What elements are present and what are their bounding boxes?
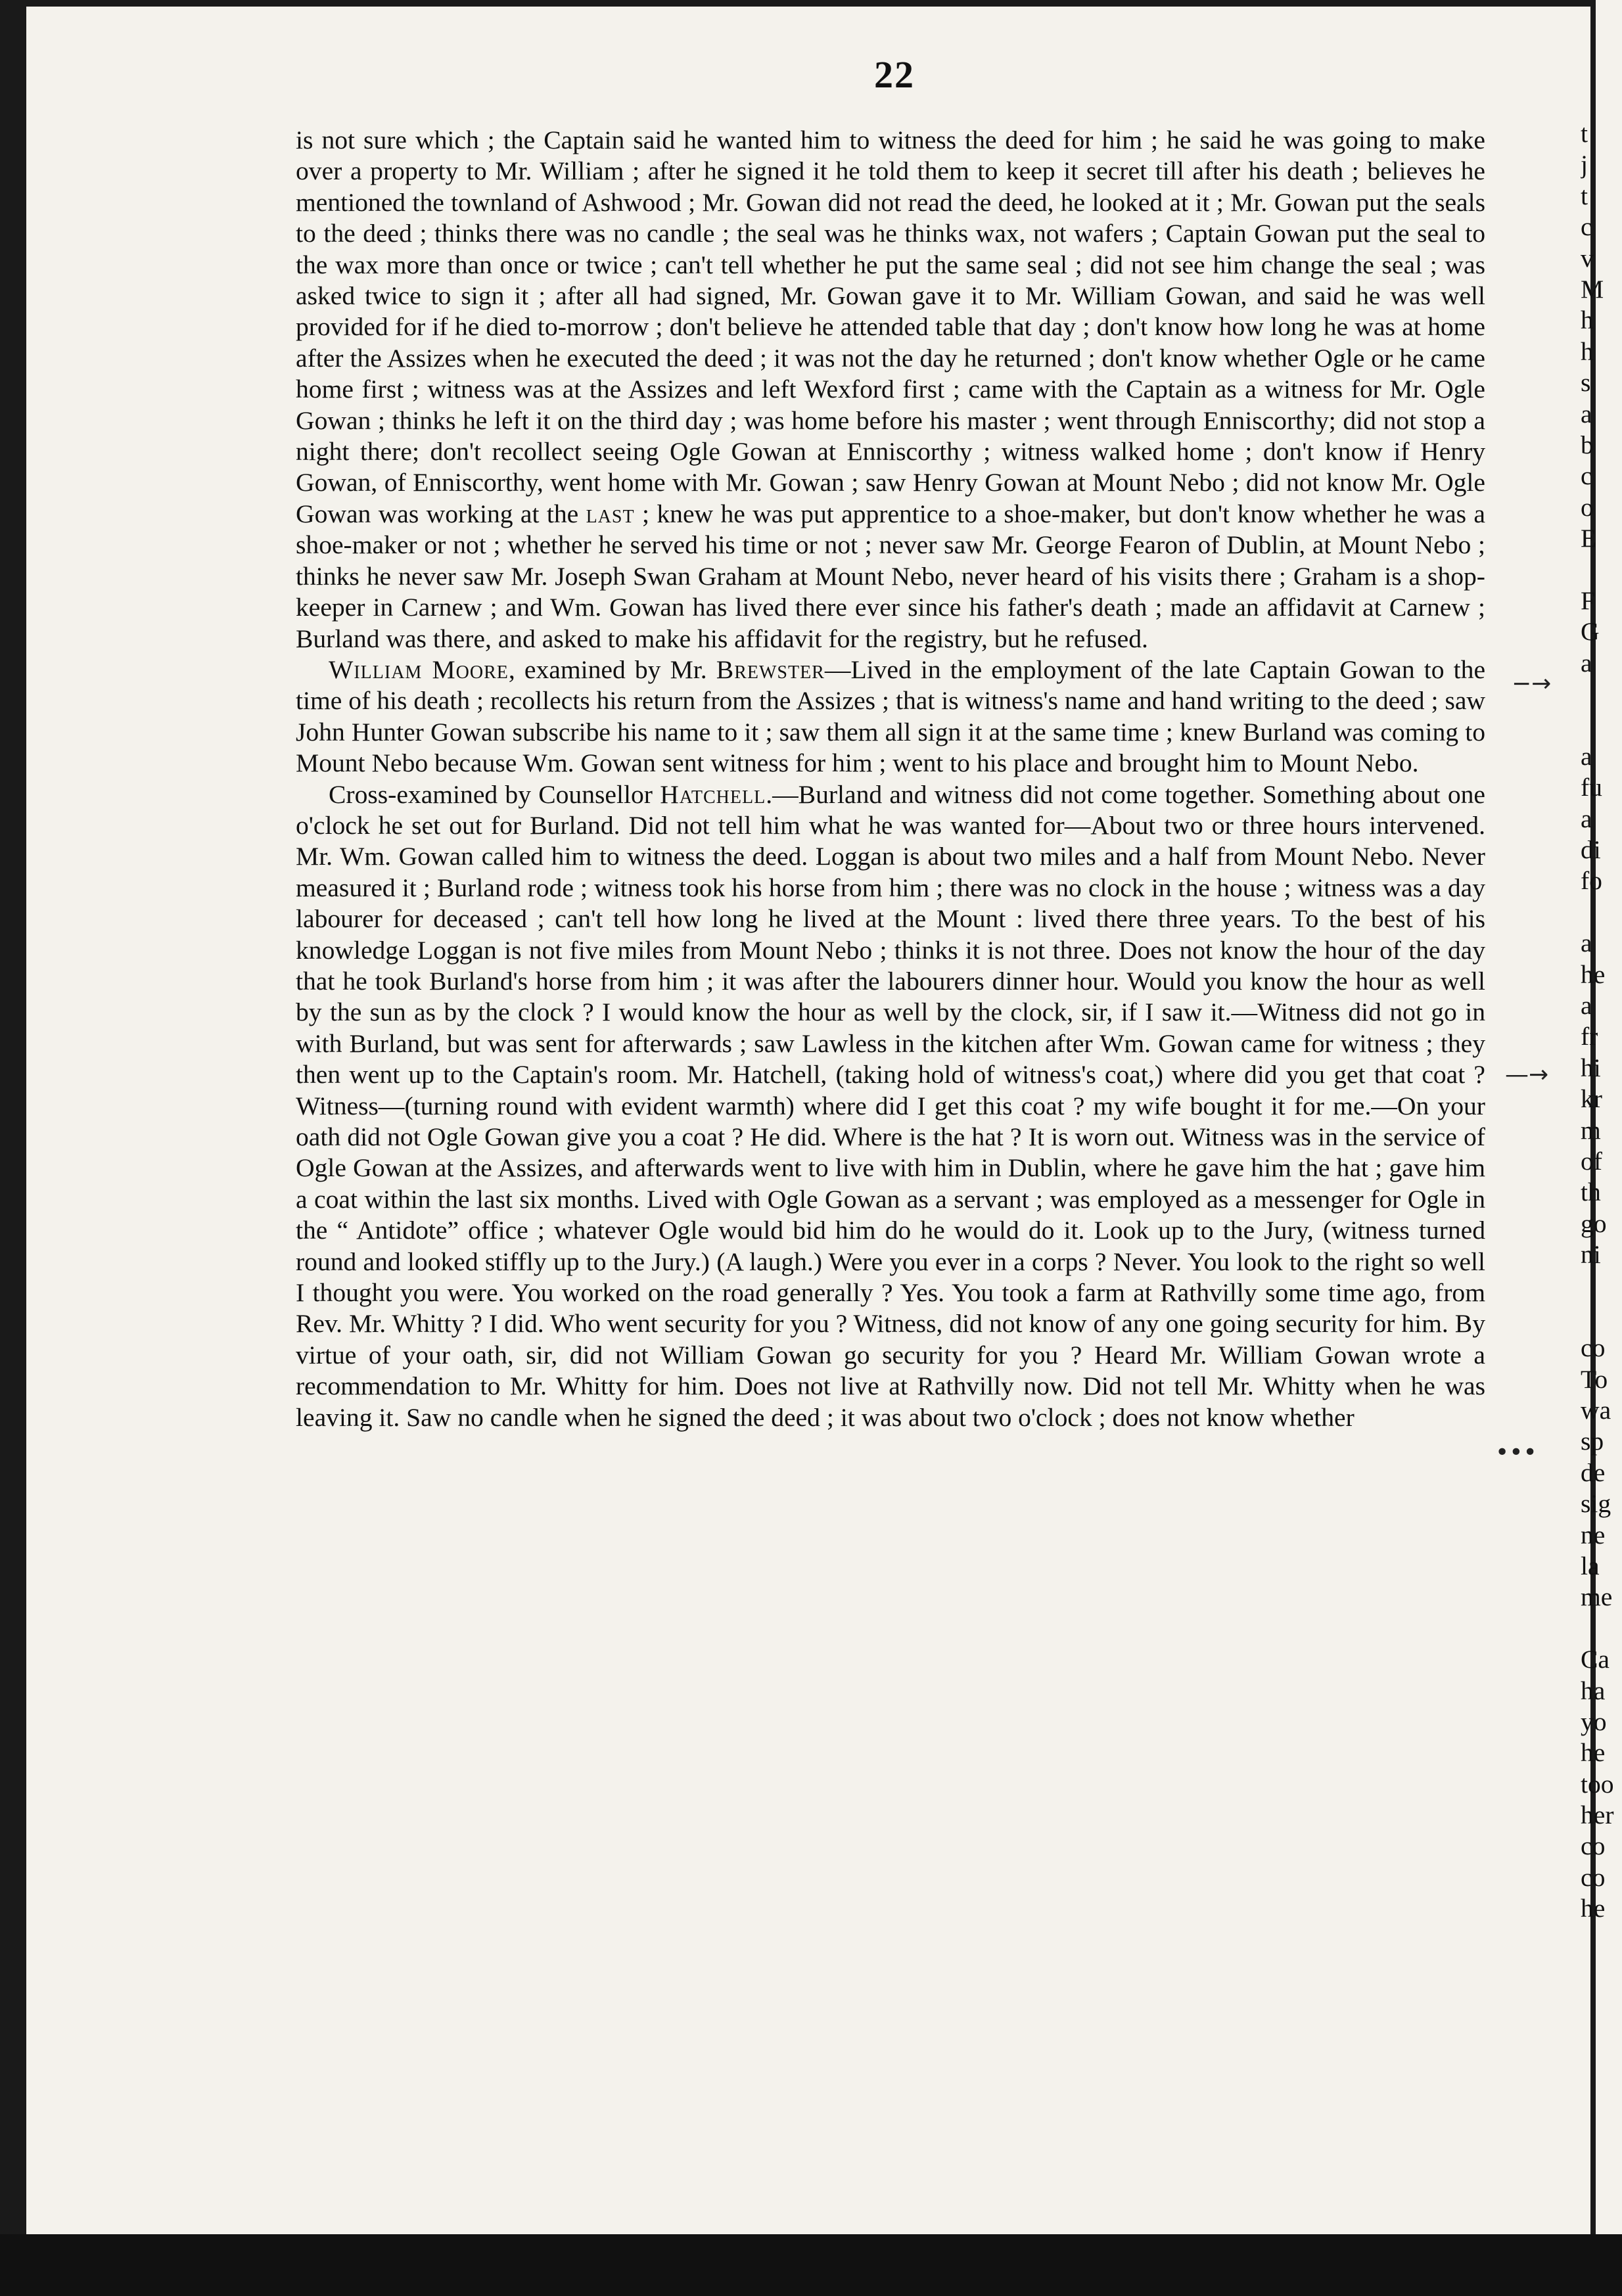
fragment-line bbox=[1581, 897, 1622, 928]
fragment-line: co bbox=[1581, 1831, 1606, 1861]
fragment-line: j bbox=[1581, 150, 1588, 179]
fragment-line: b bbox=[1581, 430, 1594, 459]
fragment-line: h bbox=[1581, 306, 1594, 335]
fragment-line: fr bbox=[1581, 1022, 1598, 1051]
fragment-line: a bbox=[1581, 399, 1592, 428]
fragment-line: la bbox=[1581, 1551, 1600, 1580]
fragment-line: fo bbox=[1581, 866, 1602, 896]
fragment-line: t bbox=[1581, 119, 1588, 148]
fragment-line: a bbox=[1581, 929, 1592, 958]
fragment-line: a bbox=[1581, 990, 1592, 1020]
fragment-line: me bbox=[1581, 1582, 1613, 1612]
text-run: ; knew he was put apprentice to a shoe-maker, but don't know whether he was a shoe-maker or not ; whether he served his time or not ; never saw Mr. George Fearon of Dublin, at Mount Nebo ; thinks he never saw Mr. Joseph Swan Graham at Mount Nebo, never heard of his visits there ; Graham is a shop-keeper in Carnew ; and Wm. Gowan has lived there ever since his father's death ; made an affidavit at Carnew ; Burland was there, and asked to make his affidavit for the registry, but he refused. bbox=[296, 499, 1485, 653]
fragment-line: he bbox=[1581, 959, 1606, 989]
margin-mark-middle: —→ bbox=[1505, 1061, 1549, 1088]
fragment-line: M bbox=[1581, 274, 1604, 304]
paragraph bbox=[296, 125, 1485, 654]
fragment-line bbox=[1581, 1270, 1622, 1301]
margin-mark-lower: ••• bbox=[1495, 1439, 1537, 1466]
fragment-line: go bbox=[1581, 1208, 1607, 1238]
text-run: , examined by Mr. bbox=[508, 654, 716, 684]
page-number: 22 bbox=[874, 53, 915, 96]
name-small-caps: William Moore bbox=[329, 654, 509, 684]
fragment-line bbox=[1581, 679, 1622, 710]
fragment-line: a bbox=[1581, 648, 1592, 677]
paragraph bbox=[296, 654, 1485, 779]
text-run: Cross-examined by Counsellor bbox=[329, 779, 660, 809]
fragment-line: her bbox=[1581, 1801, 1614, 1830]
fragment-line: di bbox=[1581, 835, 1601, 864]
fragment-line bbox=[1581, 1613, 1622, 1644]
fragment-line: t bbox=[1581, 181, 1588, 210]
fragment-line: a bbox=[1581, 741, 1592, 771]
name-small-caps: last bbox=[586, 499, 635, 528]
fragment-line: ne bbox=[1581, 1520, 1606, 1550]
fragment-line: wa bbox=[1581, 1396, 1611, 1425]
margin-mark-upper: −→ bbox=[1512, 670, 1552, 697]
fragment-line: he bbox=[1581, 1894, 1606, 1923]
fragment-line: of bbox=[1581, 1146, 1602, 1176]
fragment-line: Ca bbox=[1581, 1645, 1610, 1674]
fragment-line: hi bbox=[1581, 1053, 1601, 1082]
fragment-line: ni bbox=[1581, 1240, 1601, 1270]
fragment-line bbox=[1581, 554, 1622, 585]
fragment-line: kr bbox=[1581, 1084, 1602, 1114]
fragment-line: c bbox=[1581, 212, 1592, 242]
fragment-line: sp bbox=[1581, 1427, 1604, 1456]
text-run: .—Burland and witness did not come together. Something about one o'clock he set out for Burland. Did not tell him what he was wanted for—About two or three hours intervened. Mr. Wm. Gowan called him to witness the deed. Loggan is about two miles and a half from Mount Nebo. Never measured it ; Burland rode ; witness took his horse from him ; there was no clock in the house ; witness was a day labourer for deceased ; can't tell how long he lived at the Mount : lived there three years. To the best of his knowledge Loggan is not five miles from Mount Nebo ; thinks it is not three. Does not know the hour of the day that he took Burland's horse from him ; it was after the labourers dinner hour. Would you know the hour as well by the sun as by the clock ? I would know the hour as well by the clock, sir, if I saw it.—Witness did not go in with Burland, but was sent for afterwards ; saw Lawless in the kitchen after Wm. Gowan came for witness ; they then went up to the Captain's room. Mr. Hatchell, (taking hold of witness's coat,) where did you get that coat ? Witness—(turning round with evident warmth) where did I get this coat ? my wife bought it for me.—On your oath did not Ogle Gowan give you a coat ? He did. Where is the hat ? It is worn out. Witness was in the service of Ogle Gowan at the Assizes, and afterwards went to live with him in Dublin, where he gave him the hat ; gave him a coat within the last six months. Lived with Ogle Gowan as a servant ; was employed as a messenger for Ogle in the “ Antidote” office ; whatever Ogle would bid him do he would do it. Look up to the Jury, (witness turned round and looked stiffly up to the Jury.) (A laugh.) Were you ever in a corps ? Never. You look to the right so well I thought you were. You worked on the road generally ? Yes. You took a farm at Rathvilly some time ago, from Rev. Mr. Whitty ? I did. Who went security for you ? Witness, did not know of any one going security for him. By virtue of your oath, sir, did not William Gowan go security for you ? Heard Mr. William Gowan wrote a recommendation to Mr. Whitty for him. Does not live at Rathvilly now. Did not tell Mr. Whitty when he was leaving it. Saw no candle when he signed the deed ; it was about two o'clock ; does not know whether bbox=[296, 779, 1485, 1432]
fragment-line: s bbox=[1581, 368, 1591, 398]
paragraph bbox=[296, 779, 1485, 1434]
fragment-line: F bbox=[1581, 585, 1596, 615]
name-small-caps: Brewster bbox=[716, 654, 825, 684]
document-page bbox=[26, 7, 1590, 2254]
main-text-column bbox=[296, 125, 1485, 1433]
fragment-line: he bbox=[1581, 1738, 1606, 1768]
fragment-line: To bbox=[1581, 1364, 1608, 1394]
fragment-line bbox=[1581, 1302, 1622, 1333]
fragment-line: h bbox=[1581, 336, 1594, 366]
fragment-line: fu bbox=[1581, 773, 1602, 802]
fragment-line: a bbox=[1581, 804, 1592, 833]
name-small-caps: Hatchell bbox=[660, 779, 766, 809]
adjacent-page-fragment bbox=[1581, 118, 1622, 1925]
fragment-line: c bbox=[1581, 461, 1592, 491]
fragment-line: yo bbox=[1581, 1707, 1607, 1736]
fragment-line: de bbox=[1581, 1458, 1606, 1487]
fragment-line: co bbox=[1581, 1862, 1606, 1892]
scan-bottom-edge bbox=[0, 2234, 1622, 2296]
fragment-line: G bbox=[1581, 617, 1600, 647]
fragment-line: too bbox=[1581, 1769, 1614, 1799]
text-run: —Lived in the employment of the late Captain Gowan to the time of his death ; recollects his return from the Assizes ; that is witness's name and hand writing to the deed ; saw John Hunter Gowan subscribe his name to it ; saw them all sign it at the same time ; knew Burland was coming to Mount Nebo because Wm. Gowan sent witness for him ; went to his place and brought him to Mount Nebo. bbox=[296, 654, 1486, 778]
fragment-line: m bbox=[1581, 1115, 1601, 1145]
fragment-line bbox=[1581, 710, 1622, 741]
text-run: is not sure which ; the Captain said he wanted him to witness the deed for him ; he said he was going to make over a property to Mr. William ; after he signed it he told them to keep it secret till after his death ; believes he mentioned the townland of Ashwood ; Mr. Gowan did not read the deed, he looked at it ; Mr. Gowan put the seals to the deed ; thinks there was no candle ; the seal was he thinks wax, not wafers ; Captain Gowan put the seal to the wax more than once or twice ; can't tell whether he put the same seal ; did not see him change the seal ; was asked twice to sign it ; after all had signed, Mr. Gowan gave it to Mr. William Gowan, and said he was well provided for if he died to-morrow ; don't believe he attended table that day ; don't know how long he was at home after the Assizes when he executed the deed ; it was not the day he returned ; don't know whether Ogle or he came home first ; witness was at the Assizes and left Wexford first ; came with the Captain as a witness for Mr. Ogle Gowan ; thinks he left it on the third day ; was home before his master ; went through Enniscorthy; did not stop a night there; don't recollect seeing Ogle Gowan at Enniscorthy ; witness walked home ; don't know if Henry Gowan, of Enniscorthy, went home with Mr. Gowan ; saw Henry Gowan at Mount Nebo ; did not know Mr. Ogle Gowan was working at the bbox=[296, 126, 1485, 528]
fragment-line: sig bbox=[1581, 1489, 1611, 1519]
fragment-line: v bbox=[1581, 243, 1594, 273]
fragment-line: th bbox=[1581, 1178, 1601, 1207]
fragment-line: co bbox=[1581, 1333, 1606, 1363]
fragment-line: o bbox=[1581, 492, 1594, 522]
fragment-line: E bbox=[1581, 524, 1597, 553]
fragment-line: ha bbox=[1581, 1676, 1606, 1705]
